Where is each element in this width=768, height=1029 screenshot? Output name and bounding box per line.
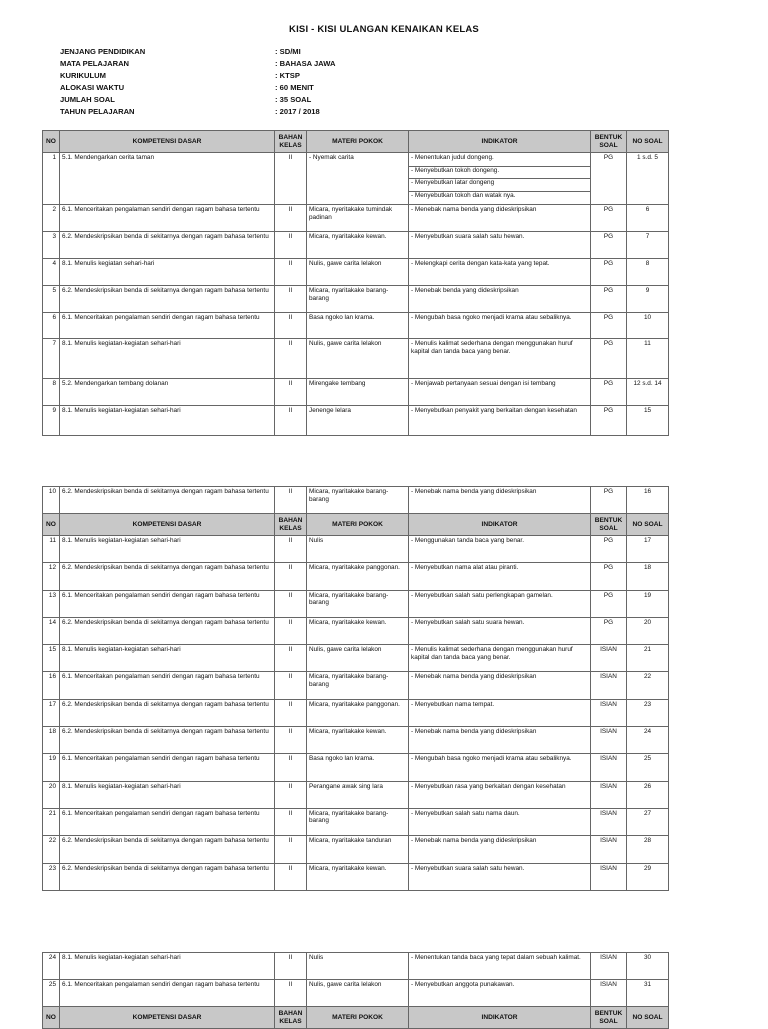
table-row [43,980,669,1007]
table-row [43,672,669,699]
cell-bentuk-soal: PG [591,487,627,514]
indikator-line: - Menentukan judul dongeng. [409,154,590,167]
cell-bahan-kelas: II [275,590,307,617]
cell-materi-pokok: Basa ngoko lan krama. [307,313,409,339]
table-row [43,205,669,232]
indikator-text: - Menyebutkan nama tempat. [411,700,495,708]
cell-no: 17 [43,699,60,726]
indikator-text: - Menyebutkan suara salah satu hewan. [411,233,525,240]
indikator-text: - Mengubah basa ngoko menjadi krama atau sebaliknya. [411,314,572,321]
indikator-text: - Menggunakan tanda baca yang benar. [411,537,524,544]
cell-kompetensi-dasar: 6.2. Mendeskripsikan benda di sekitarnya dengan ragam bahasa tertentu [60,232,275,259]
cell-bahan-kelas: II [275,536,307,563]
cell-indikator [409,699,591,726]
meta-value: : 60 MENIT [275,83,314,92]
cell-no: 5 [43,286,60,313]
indikator-text: - Menyebutkan salah satu perlengkapan gamelan. [411,591,553,599]
cell-indikator [409,313,591,339]
cell-materi-pokok: Micara, nyaritakake barang-barang [307,286,409,313]
meta-value: : SD/MI [275,47,301,56]
table-row [43,487,669,514]
table-row [43,727,669,754]
cell-bentuk-soal: PG [591,617,627,644]
cell-no-soal: 26 [627,781,669,808]
cell-bahan-kelas: II [275,727,307,754]
indikator-text: - Menjawab pertanyaan sesuai dengan isi tembang [411,380,556,387]
cell-bahan-kelas: II [275,980,307,1007]
cell-bentuk-soal: PG [591,339,627,379]
cell-bahan-kelas: II [275,232,307,259]
cell-no-soal: 7 [627,232,669,259]
indikator-text: - Menebak nama benda yang dideskripsikan [411,728,537,736]
cell-kompetensi-dasar: 6.1. Menceritakan pengalaman sendiri dengan ragam bahasa tertentu [60,808,275,835]
cell-bentuk-soal: PG [591,563,627,590]
cell-materi-pokok: Micara, nyaritakake panggonan. [307,699,409,726]
cell-bahan-kelas: II [275,487,307,514]
cell-bentuk-soal: PG [591,153,627,205]
indikator-line: - Menyebutkan tokoh dan watak nya. [411,191,516,199]
cell-indikator [409,205,591,232]
cell-no: 16 [43,672,60,699]
cell-no: 19 [43,754,60,781]
cell-no-soal: 21 [627,645,669,672]
meta-row [60,82,335,94]
kisi-table-page-2 [42,486,669,891]
cell-bentuk-soal: ISIAN [591,863,627,890]
cell-indikator [409,754,591,781]
document-title: KISI - KISI ULANGAN KENAIKAN KELAS [289,24,479,35]
table-row [43,313,669,339]
table-row [43,563,669,590]
cell-kompetensi-dasar: 5.2. Mendengarkan tembang dolanan [60,379,275,406]
cell-bahan-kelas: II [275,379,307,406]
header-materi-pokok: MATERI POKOK [307,131,409,153]
cell-materi-pokok: Micara, nyaritakake barang-barang [307,808,409,835]
meta-value: : 2017 / 2018 [275,107,320,116]
cell-materi-pokok: Nulis [307,536,409,563]
meta-label: ALOKASI WAKTU [60,83,125,92]
meta-row [60,94,335,106]
table-row [43,286,669,313]
header-materi-pokok: MATERI POKOK [307,514,409,536]
meta-label: JENJANG PENDIDIKAN [60,47,146,56]
cell-no: 13 [43,590,60,617]
cell-kompetensi-dasar: 6.1. Menceritakan pengalaman sendiri dengan ragam bahasa tertentu [60,672,275,699]
cell-no-soal: 25 [627,754,669,781]
cell-no-soal: 11 [627,339,669,379]
cell-bahan-kelas: II [275,836,307,863]
cell-no: 9 [43,406,60,436]
cell-kompetensi-dasar: 8.1. Menulis kegiatan-kegiatan sehari-hari [60,645,275,672]
header-no: NO [43,1007,60,1029]
cell-indikator [409,590,591,617]
cell-materi-pokok: Micara, nyaritakake barang-barang [307,590,409,617]
table-header-row [43,514,669,536]
cell-kompetensi-dasar: 8.1. Menulis kegiatan-kegiatan sehari-hari [60,536,275,563]
indikator-text: - Menulis kalimat sederhana dengan menggunakan huruf kapital dan tanda baca yang benar. [411,646,573,661]
indikator-text: - Menyebutkan salah satu nama daun. [411,809,520,817]
cell-kompetensi-dasar: 6.2. Mendeskripsikan benda di sekitarnya dengan ragam bahasa tertentu [60,286,275,313]
indikator-text: - Menyebutkan salah satu suara hewan. [411,618,525,626]
cell-kompetensi-dasar: 6.2. Mendeskripsikan benda di sekitarnya dengan ragam bahasa tertentu [60,563,275,590]
header-materi-pokok: MATERI POKOK [307,1007,409,1029]
cell-no-soal: 18 [627,563,669,590]
cell-no: 2 [43,205,60,232]
cell-kompetensi-dasar: 6.2. Mendeskripsikan benda di sekitarnya dengan ragam bahasa tertentu [60,487,275,514]
cell-no: 25 [43,980,60,1007]
cell-indikator [409,980,591,1007]
cell-bentuk-soal: PG [591,379,627,406]
header-bahan-kelas: BAHAN KELAS [275,1007,307,1029]
cell-bentuk-soal: ISIAN [591,980,627,1007]
cell-materi-pokok: Mirengake tembang [307,379,409,406]
cell-indikator [409,727,591,754]
header-bentuk-soal: BENTUK SOAL [591,514,627,536]
cell-no-soal: 31 [627,980,669,1007]
cell-no-soal: 1 s.d. 5 [627,153,669,205]
indikator-text: - Menebak nama benda yang dideskripsikan [411,673,537,681]
cell-bahan-kelas: II [275,313,307,339]
meta-label: JUMLAH SOAL [60,95,115,104]
cell-no-soal: 24 [627,727,669,754]
meta-value: : BAHASA JAWA [275,59,336,68]
cell-no: 7 [43,339,60,379]
table-row [43,339,669,379]
header-no: NO [43,514,60,536]
kisi-table-page-3 [42,952,669,1029]
cell-bentuk-soal: PG [591,286,627,313]
header-kompetensi-dasar: KOMPETENSI DASAR [60,514,275,536]
cell-kompetensi-dasar: 6.2. Mendeskripsikan benda di sekitarnya dengan ragam bahasa tertentu [60,836,275,863]
cell-materi-pokok: Micara, nyaritakake barang-barang [307,672,409,699]
meta-value: : KTSP [275,71,300,80]
header-indikator: INDIKATOR [409,1007,591,1029]
cell-indikator [409,286,591,313]
cell-materi-pokok: Micara, nyaritakake kewan. [307,727,409,754]
cell-kompetensi-dasar: 6.2. Mendeskripsikan benda di sekitarnya dengan ragam bahasa tertentu [60,727,275,754]
table-row [43,781,669,808]
cell-bentuk-soal: PG [591,259,627,286]
table-row [43,754,669,781]
cell-bentuk-soal: ISIAN [591,781,627,808]
cell-bentuk-soal: ISIAN [591,699,627,726]
cell-no-soal: 28 [627,836,669,863]
cell-kompetensi-dasar: 6.1. Menceritakan pengalaman sendiri dengan ragam bahasa tertentu [60,590,275,617]
cell-no: 23 [43,863,60,890]
meta-row [60,46,335,58]
cell-bahan-kelas: II [275,617,307,644]
header-kompetensi-dasar: KOMPETENSI DASAR [60,1007,275,1029]
cell-indikator [409,153,591,205]
table-row [43,232,669,259]
indikator-text: - Menyebutkan penyakit yang berkaitan dengan kesehatan [411,407,577,414]
cell-materi-pokok: Nulis [307,953,409,980]
indikator-text: - Menyebutkan anggota punakawan. [411,981,515,988]
header-no-soal: NO SOAL [627,514,669,536]
cell-kompetensi-dasar: 6.1. Menceritakan pengalaman sendiri dengan ragam bahasa tertentu [60,980,275,1007]
cell-bentuk-soal: ISIAN [591,672,627,699]
table-row [43,953,669,980]
cell-materi-pokok: Micara, nyaritakake kewan. [307,232,409,259]
indikator-text: - Menebak benda yang dideskripsikan [411,287,519,294]
cell-no: 1 [43,153,60,205]
header-no: NO [43,131,60,153]
cell-indikator [409,379,591,406]
cell-kompetensi-dasar: 8.1. Menulis kegiatan-kegiatan sehari-hari [60,953,275,980]
cell-no: 18 [43,727,60,754]
meta-value: : 35 SOAL [275,95,312,104]
indikator-text: - Menebak nama benda yang dideskripsikan [411,837,537,845]
header-bentuk-soal: BENTUK SOAL [591,131,627,153]
cell-bentuk-soal: PG [591,313,627,339]
cell-bentuk-soal: ISIAN [591,953,627,980]
cell-no: 11 [43,536,60,563]
indikator-text: - Menentukan tanda baca yang tepat dalam sebuah kalimat. [411,954,581,961]
cell-no-soal: 15 [627,406,669,436]
header-bahan-kelas: BAHAN KELAS [275,131,307,153]
indikator-text: - Melengkapi cerita dengan kata-kata yang tepat. [411,260,550,267]
cell-bahan-kelas: II [275,863,307,890]
cell-indikator [409,836,591,863]
cell-no: 12 [43,563,60,590]
table-row [43,808,669,835]
cell-no: 6 [43,313,60,339]
cell-bahan-kelas: II [275,672,307,699]
cell-no-soal: 16 [627,487,669,514]
cell-no: 10 [43,487,60,514]
cell-materi-pokok: Nulis, gawe carita lelakon [307,339,409,379]
indikator-text: - Menyebutkan suara salah satu hewan. [411,864,525,872]
header-indikator: INDIKATOR [409,514,591,536]
cell-indikator [409,672,591,699]
cell-bentuk-soal: ISIAN [591,727,627,754]
cell-kompetensi-dasar: 5.1. Mendengarkan cerita taman [60,153,275,205]
cell-no-soal: 12 s.d. 14 [627,379,669,406]
cell-bahan-kelas: II [275,259,307,286]
cell-kompetensi-dasar: 6.2. Mendeskripsikan benda di sekitarnya dengan ragam bahasa tertentu [60,617,275,644]
document-meta [60,46,335,118]
cell-materi-pokok: Basa ngoko lan krama. [307,754,409,781]
indikator-line: - Menyebutkan tokoh dongeng. [409,167,590,180]
cell-materi-pokok: Nulis, gawe carita lelakon [307,645,409,672]
table-header-row [43,131,669,153]
cell-kompetensi-dasar: 8.1. Menulis kegiatan sehari-hari [60,259,275,286]
cell-materi-pokok: Micara, nyaritakake barang-barang [307,487,409,514]
cell-kompetensi-dasar: 6.1. Menceritakan pengalaman sendiri dengan ragam bahasa tertentu [60,313,275,339]
cell-bahan-kelas: II [275,645,307,672]
cell-kompetensi-dasar: 8.1. Menulis kegiatan-kegiatan sehari-hari [60,339,275,379]
cell-bahan-kelas: II [275,563,307,590]
indikator-text: - Mengubah basa ngoko menjadi krama atau sebaliknya. [411,755,572,763]
cell-bahan-kelas: II [275,205,307,232]
cell-no-soal: 20 [627,617,669,644]
cell-no: 20 [43,781,60,808]
header-bahan-kelas: BAHAN KELAS [275,514,307,536]
cell-no: 4 [43,259,60,286]
cell-materi-pokok: Micara, nyaritakake panggonan. [307,563,409,590]
cell-materi-pokok: Perangane awak sing lara [307,781,409,808]
header-kompetensi-dasar: KOMPETENSI DASAR [60,131,275,153]
cell-kompetensi-dasar: 8.1. Menulis kegiatan-kegiatan sehari-hari [60,406,275,436]
cell-indikator [409,781,591,808]
cell-no-soal: 17 [627,536,669,563]
cell-kompetensi-dasar: 6.2. Mendeskripsikan benda di sekitarnya dengan ragam bahasa tertentu [60,863,275,890]
cell-no-soal: 22 [627,672,669,699]
indikator-text: - Menyebutkan nama alat atau piranti. [411,564,519,572]
cell-no: 8 [43,379,60,406]
cell-bahan-kelas: II [275,286,307,313]
indikator-text: - Menyebutkan rasa yang berkaitan dengan kesehatan [411,782,566,790]
cell-indikator [409,808,591,835]
meta-row [60,106,335,118]
cell-materi-pokok: - Nyemak carita [307,153,409,205]
cell-no-soal: 27 [627,808,669,835]
cell-materi-pokok: Nulis, gawe carita lelakon [307,980,409,1007]
cell-bahan-kelas: II [275,153,307,205]
cell-kompetensi-dasar: 6.2. Mendeskripsikan benda di sekitarnya dengan ragam bahasa tertentu [60,699,275,726]
cell-bentuk-soal: ISIAN [591,645,627,672]
indikator-text: - Menebak nama benda yang dideskripsikan [411,206,537,213]
table-row [43,617,669,644]
cell-bahan-kelas: II [275,699,307,726]
table-row [43,590,669,617]
table-row [43,836,669,863]
cell-no-soal: 23 [627,699,669,726]
table-row [43,406,669,436]
cell-no: 22 [43,836,60,863]
cell-bentuk-soal: PG [591,590,627,617]
meta-row [60,58,335,70]
cell-materi-pokok: Jenenge lelara [307,406,409,436]
cell-kompetensi-dasar: 6.1. Menceritakan pengalaman sendiri dengan ragam bahasa tertentu [60,754,275,781]
table-row [43,379,669,406]
cell-indikator [409,617,591,644]
cell-materi-pokok: Micara, nyeritakake tumindak padinan [307,205,409,232]
cell-bahan-kelas: II [275,781,307,808]
cell-bentuk-soal: ISIAN [591,754,627,781]
table-row [43,645,669,672]
cell-bentuk-soal: ISIAN [591,836,627,863]
indikator-text: - Menebak nama benda yang dideskripsikan [411,488,537,495]
cell-indikator [409,953,591,980]
cell-indikator [409,487,591,514]
cell-indikator [409,563,591,590]
cell-no-soal: 8 [627,259,669,286]
cell-materi-pokok: Nulis, gawe carita lelakon [307,259,409,286]
cell-kompetensi-dasar: 6.1. Menceritakan pengalaman sendiri dengan ragam bahasa tertentu [60,205,275,232]
cell-bentuk-soal: PG [591,205,627,232]
cell-no: 3 [43,232,60,259]
table-row [43,863,669,890]
cell-bahan-kelas: II [275,953,307,980]
header-indikator: INDIKATOR [409,131,591,153]
cell-no-soal: 19 [627,590,669,617]
cell-no-soal: 9 [627,286,669,313]
meta-label: MATA PELAJARAN [60,59,130,68]
cell-no: 15 [43,645,60,672]
indikator-line: - Menyebutkan latar dongeng [409,179,590,192]
table-row [43,536,669,563]
kisi-table-page-1 [42,130,669,436]
cell-indikator [409,863,591,890]
table-header-row [43,1007,669,1029]
cell-no-soal: 29 [627,863,669,890]
table-row [43,153,669,205]
cell-bahan-kelas: II [275,754,307,781]
indikator-text: - Menulis kalimat sederhana dengan menggunakan huruf kapital dan tanda baca yang benar. [411,340,573,355]
cell-bentuk-soal: PG [591,232,627,259]
cell-indikator [409,259,591,286]
cell-no: 14 [43,617,60,644]
table-row [43,259,669,286]
header-no-soal: NO SOAL [627,131,669,153]
table-row [43,699,669,726]
cell-indikator [409,339,591,379]
header-bentuk-soal: BENTUK SOAL [591,1007,627,1029]
cell-no-soal: 30 [627,953,669,980]
cell-bentuk-soal: ISIAN [591,808,627,835]
cell-indikator [409,645,591,672]
cell-bahan-kelas: II [275,406,307,436]
cell-materi-pokok: Micara, nyaritakake tanduran [307,836,409,863]
cell-materi-pokok: Micara, nyaritakake kewan. [307,617,409,644]
cell-no-soal: 6 [627,205,669,232]
cell-indikator [409,406,591,436]
meta-row [60,70,335,82]
cell-bahan-kelas: II [275,339,307,379]
header-no-soal: NO SOAL [627,1007,669,1029]
cell-no: 21 [43,808,60,835]
cell-bentuk-soal: PG [591,406,627,436]
cell-indikator [409,232,591,259]
meta-label: KURIKULUM [60,71,106,80]
cell-kompetensi-dasar: 8.1. Menulis kegiatan-kegiatan sehari-hari [60,781,275,808]
meta-label: TAHUN PELAJARAN [60,107,135,116]
cell-bentuk-soal: PG [591,536,627,563]
cell-no: 24 [43,953,60,980]
cell-bahan-kelas: II [275,808,307,835]
cell-indikator [409,536,591,563]
cell-no-soal: 10 [627,313,669,339]
cell-materi-pokok: Micara, nyaritakake kewan. [307,863,409,890]
